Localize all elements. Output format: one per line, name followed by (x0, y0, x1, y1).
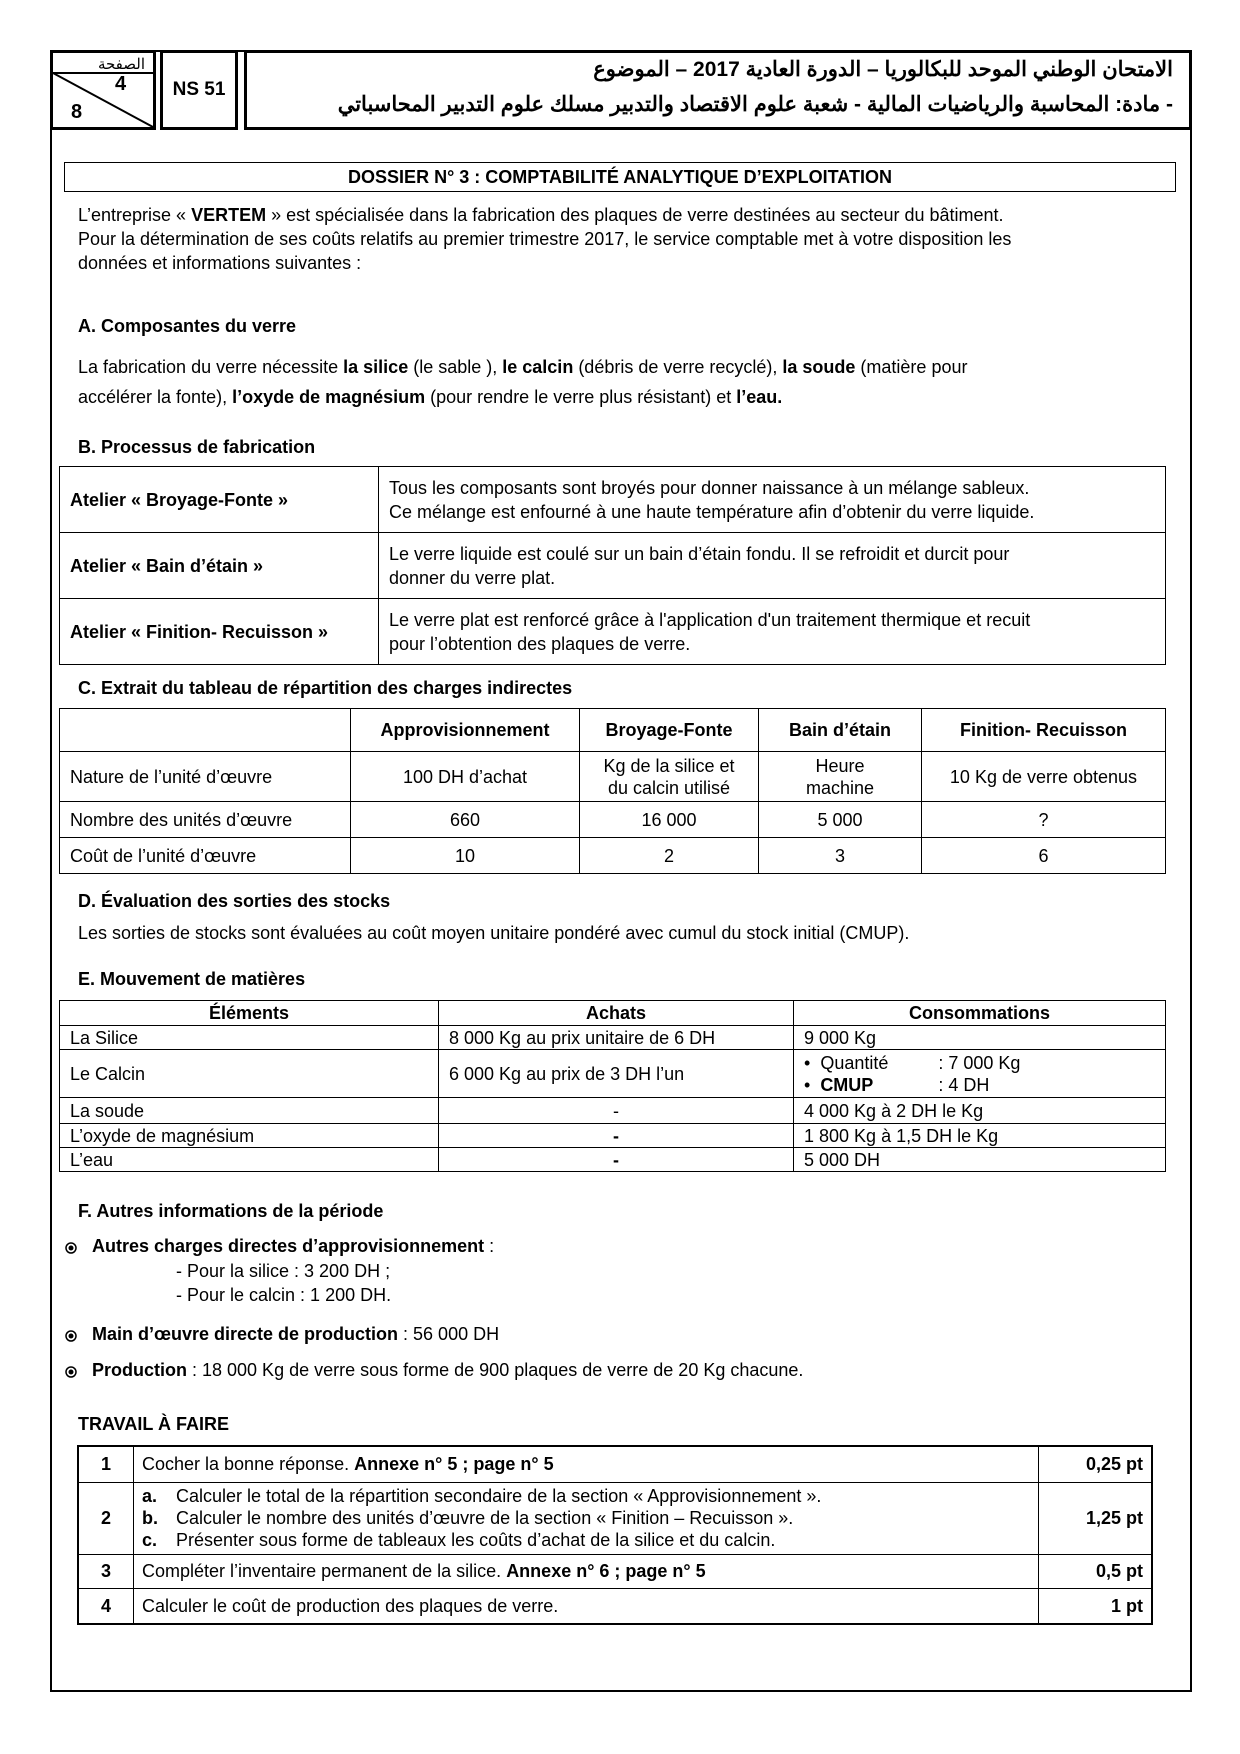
table-row: L’oxyde de magnésium - 1 800 Kg à 1,5 DH le Kg (60, 1124, 1166, 1148)
table-row: Atelier « Finition- Recuisson » Le verre plat est renforcé grâce à l'application d'un traitement thermique et recuit pour l’obtention des plaques de verre. (60, 599, 1166, 665)
bullet-icon (63, 1328, 79, 1344)
section-d-title: D. Évaluation des sorties des stocks (78, 891, 391, 911)
table-row: Nombre des unités d’œuvre 660 16 000 5 000 ? (60, 802, 1166, 838)
section-a-title: A. Composantes du verre (78, 316, 297, 336)
table-row: La Silice 8 000 Kg au prix unitaire de 6 DH 9 000 Kg (60, 1026, 1166, 1050)
table-header-row: Approvisionnement Broyage-Fonte Bain d’étain Finition- Recuisson (60, 709, 1166, 752)
table-row: Atelier « Broyage-Fonte » Tous les composants sont broyés pour donner naissance à un mélange sableux. Ce mélange est enfourné à une haute température afin d’obtenir du verre liquide. (60, 467, 1166, 533)
other-charges: Autres charges directes d’approvisionnement : (92, 1236, 495, 1256)
section-e-title: E. Mouvement de matières (78, 969, 306, 989)
table-header-row: Éléments Achats Consommations (60, 1001, 1166, 1026)
process-table (59, 466, 1166, 665)
page-total: 8 (71, 101, 83, 123)
bullet-icon (63, 1240, 79, 1256)
exam-title-line1: الامتحان الوطني الموحد للبكالوريا – الدورة العادية 2017 – الموضوع (593, 58, 1173, 81)
materials-table (59, 1000, 1166, 1172)
table-row: 1 Cocher la bonne réponse. Annexe n° 5 ; page n° 5 0,25 pt (78, 1446, 1152, 1482)
section-a-text: La fabrication du verre nécessite la silice (le sable ), le calcin (débris de verre recyclé), la soude (matière pour accélérer la fonte), l’oxyde de magnésium (pour rendre le verre plus résistant) et l’eau. (78, 357, 968, 407)
table-row: 4 Calculer le coût de production des plaques de verre. 1 pt (78, 1588, 1152, 1624)
table-row: Coût de l’unité d’œuvre 10 2 3 6 (60, 838, 1166, 874)
table-row: Nature de l’unité d’œuvre 100 DH d’achat Kg de la silice et du calcin utilisé Heure machine 10 Kg de verre obtenus (60, 752, 1166, 802)
charges-table (59, 708, 1166, 874)
bullet-icon (63, 1364, 79, 1380)
page-number: 4 (115, 73, 127, 95)
section-b-title: B. Processus de fabrication (78, 437, 316, 457)
table-row: L’eau - 5 000 DH (60, 1148, 1166, 1172)
table-row: 3 Compléter l’inventaire permanent de la silice. Annexe n° 6 ; page n° 5 0,5 pt (78, 1554, 1152, 1588)
section-f-title: F. Autres informations de la période (78, 1201, 384, 1221)
company-name: VERTEM (191, 205, 267, 225)
section-d-text: Les sorties de stocks sont évaluées au coût moyen unitaire pondéré avec cumul du stock initial (CMUP). (78, 923, 910, 943)
direct-labor: Main d’œuvre directe de production : 56 000 DH (92, 1324, 500, 1344)
section-c-title: C. Extrait du tableau de répartition des charges indirectes (78, 678, 573, 698)
exam-title-line2: - مادة: المحاسبة والرياضيات المالية - شعبة علوم الاقتصاد والتدبير مسلك علوم التدبير المحاسباتي (337, 93, 1173, 116)
exam-title-box (244, 50, 1192, 130)
table-row: Le Calcin 6 000 Kg au prix de 3 DH l’un • Quantité : 7 000 Kg • CMUP : 4 DH (60, 1050, 1166, 1098)
production-info: Production : 18 000 Kg de verre sous forme de 900 plaques de verre de 20 Kg chacune. (92, 1360, 804, 1380)
travail-title: TRAVAIL À FAIRE (78, 1414, 230, 1434)
exam-code: NS 51 (160, 50, 238, 130)
dossier-title: DOSSIER N° 3 : COMPTABILITÉ ANALYTIQUE D’EXPLOITATION (64, 162, 1176, 192)
page-number-box (50, 50, 156, 130)
table-row: 2 a. Calculer le total de la répartition secondaire de la section « Approvisionnement ». b. Calculer le nombre des unités d’œuvre de la section « Finition – Recuisson ». c. Présenter sous forme de tableaux les coûts d’achat de la silice et du calcin. 1,25 pt (78, 1482, 1152, 1554)
table-row: Atelier « Bain d’étain » Le verre liquide est coulé sur un bain d’étain fondu. Il se refroidit et durcit pour donner du verre plat. (60, 533, 1166, 599)
table-row: La soude - 4 000 Kg à 2 DH le Kg (60, 1098, 1166, 1124)
page-label: الصفحة (97, 56, 145, 73)
other-charges-calcin: - Pour le calcin : 1 200 DH. (176, 1285, 392, 1305)
other-charges-silice: - Pour la silice : 3 200 DH ; (176, 1261, 391, 1281)
intro-paragraph: L’entreprise « VERTEM » est spécialisée dans la fabrication des plaques de verre destinées au secteur du bâtiment. Pour la détermination de ses coûts relatifs au premier trimestre 2017, le service comptable met à votre disposition les données et informations suivantes : (78, 205, 1012, 273)
travail-table (77, 1445, 1153, 1625)
